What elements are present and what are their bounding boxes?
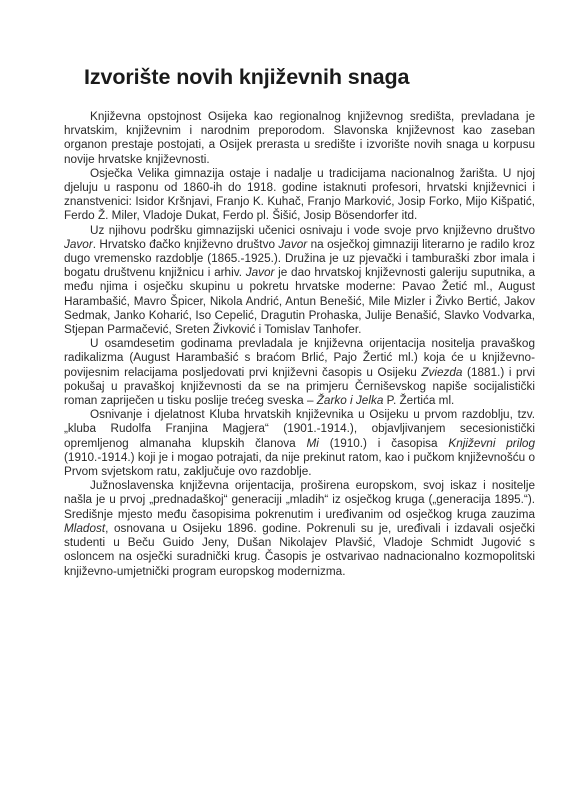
body-text [64,110,535,579]
paragraph-text: Književna opstojnost Osijeka kao regionalnog književnog središta, prevladana je hrvatskim, književnim i narodnim preporodom. Slavonska književnost kao zaseban organon prestaje postojati, a Osijek prerasta u središte i izvorište novih snaga u korpusu novije hrvatske književnosti. [64,110,535,166]
page-title: Izvorište novih književnih snaga [84,65,410,89]
italic-title-text: Mi [306,436,319,450]
paragraph-text: U osamdesetim godinama prevladala je književna orijentacija nositelja pravaškog radikalizma (August Harambašić s braćom Brlić, Pajo Žertić ml.) koja će u književno-povijesnim relacijama posljedovati prvi književni časopis u Osijeku [64,337,535,379]
paragraph-text: Južnoslavenska književna orijentacija, proširena europskom, svoj iskaz i nositelje našla je u prvoj „prednadaškoj“ generaciji „mladih“ iz osječkog kruga („generacija 1895.“). Središnje mjesto među časopisima pokrenutim i uređivanim od osječkog kruga zauzima [64,479,535,521]
paragraph-text: Osječka Velika gimnazija ostaje i nadalje u tradicijama nacionalnog žarišta. U njoj djeluju u rasponu od 1860-ih do 1918. godine istaknuti profesori, hrvatski književnici i znanstvenici: Isidor Kršnjavi, Franjo K. Kuhač, Franjo Marković, Josip Forko, Mijo Kišpatić, Ferdo Ž. Miler, Vladoje Dukat, Ferdo pl. Šišić, Josip Bösendorfer itd. [64,166,535,223]
paragraph-3 [64,224,535,338]
italic-title-text: Žarko i Jelka [316,394,384,408]
italic-title-text: Javor [245,266,275,280]
italic-title-text: Javor [278,237,308,251]
paragraph-text: je dao hrvatskoj književnosti galeriju suputnika, a među njima i osječku skupinu u pokretu hrvatske moderne: Pavao Žetić ml., August Harambašić, Mavro Špicer, Nikola Andrić, Antun Benešić, Mile Mizler i Živko Bertić, Jakov Sedmak, Janko Koharić, Iso Cepelić, Dragutin Prohaska, Julije Benašić, Slavko Vodvarka, Stjepan Parmačević, Sreten Živković i Tomislav Tanhofer. [64,266,535,337]
paragraph-text: (1881.) i prvi pokušaj u pravaškoj književnosti da se na primjeru Černiševskog napiše socijalistički roman zapriječen u tisku poslije trećeg sveska – [64,365,535,408]
italic-title-text: Mladost [64,521,106,535]
italic-title-text: Književni prilog [448,436,536,450]
paragraph-1 [64,110,535,167]
paragraph-5 [64,408,535,479]
paragraph-text: Osnivanje i djelatnost Kluba hrvatskih književnika u Osijeku u prvom razdoblju, tzv. „kluba Rudolfa Franjina Magjera“ (1901.-1914.), objavljivanjem secesionistički opremljenog almanaha klupskih članova [64,408,535,450]
paragraph-text: (1910.) i časopisa [318,436,449,450]
paragraph-text: na osječkoj gimnaziji literarno je radilo kroz dugo vremensko razdoblje (1865.-1925.). Družina je uz pjevački i tamburaški zbor imala i bogatu društvenu knjižnicu i arhiv. [64,237,535,280]
italic-title-text: Javor [64,237,93,251]
paragraph-4 [64,337,535,408]
paragraph-text: (1910.-1914.) koji je i mogao potrajati, da nije prekinut ratom, kao i pučkom književnošću o Prvom svjetskom ratu, zaključuje ovo razdoblje. [64,450,535,479]
paragraph-text: , osnovana u Osijeku 1896. godine. Pokrenuli su je, uređivali i izdavali osječki studenti u Beču Guido Jeny, Dušan Nikolajev Plavšić, Vladoje Schmidt Jugović s osloncem na osječki suradnički krug. Časopis je ostvarivao nadnacionalno kozmopolitski književno-umjetnički program europskog modernizma. [64,521,535,578]
paragraph-text: P. Žertića ml. [383,394,455,408]
paragraph-6 [64,479,535,578]
paragraph-2 [64,167,535,224]
paragraph-text: . Hrvatsko đačko književno društvo [92,237,279,251]
italic-title-text: Zviezda [421,365,463,379]
paragraph-text: Uz njihovu podršku gimnazijski učenici osnivaju i vode svoje prvo književno društvo [90,223,535,237]
